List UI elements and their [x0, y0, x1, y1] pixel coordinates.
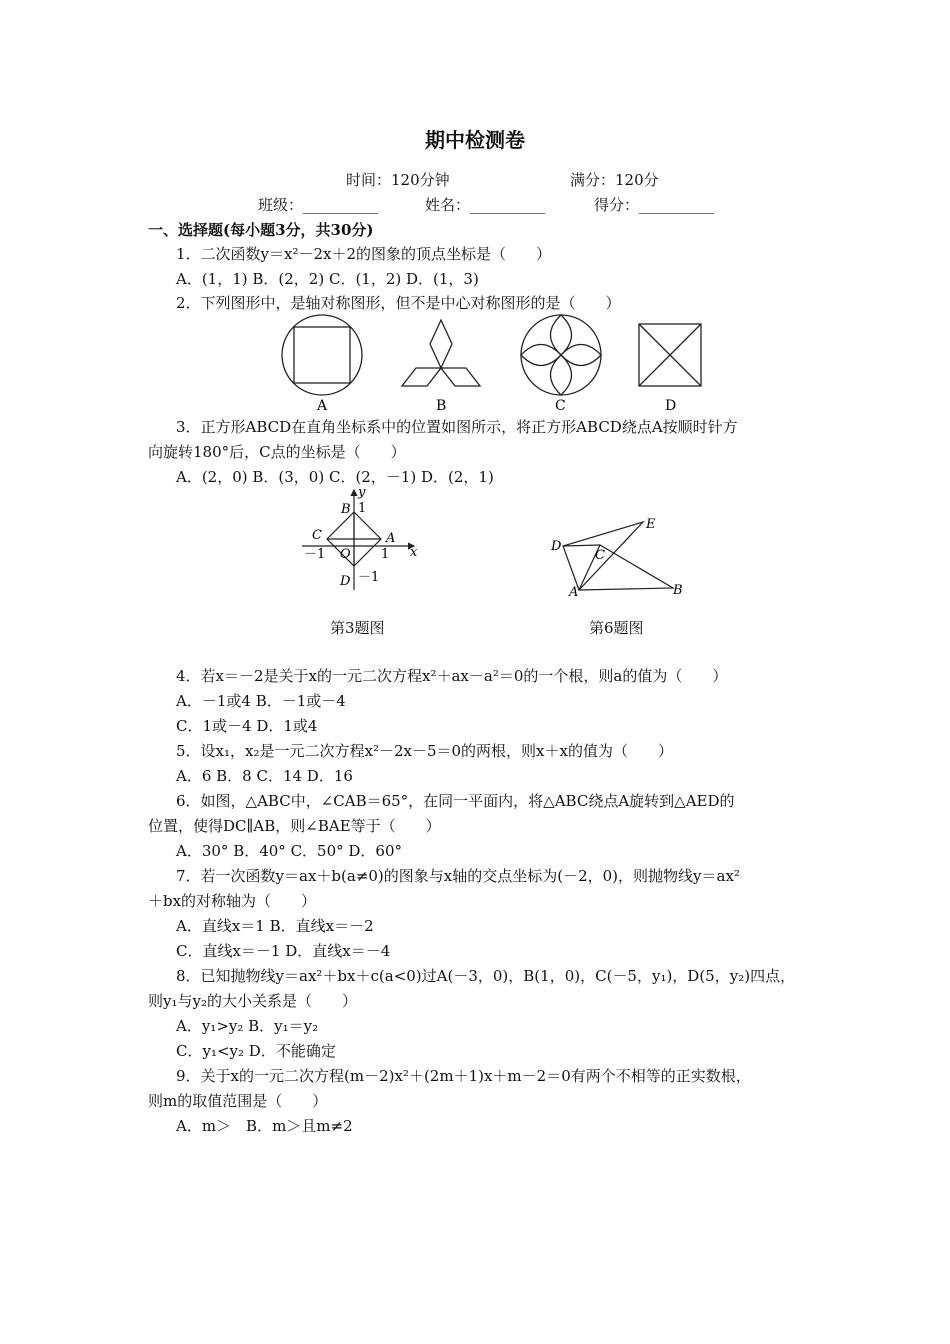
page-title: 期中检测卷 [425, 128, 525, 152]
fig3-y-label: y [358, 485, 366, 500]
fig3-point-a: A [386, 531, 396, 546]
q5-stem: 5．设x₁，x₂是一元二次方程x²－2x－5＝0的两根，则x＋x的值为（ ） [176, 742, 673, 760]
section-heading: 一、选择题(每小题3分，共30分) [148, 221, 374, 239]
figure-a-circle-square [282, 315, 362, 395]
q8-options-1: A．y₁>y₂ B．y₁＝y₂ [176, 1017, 319, 1035]
q6-stem-line2: 位置，使得DC∥AB，则∠BAE等于（ ） [148, 817, 441, 835]
q2-label-d: D [665, 398, 677, 414]
q7-options-1: A．直线x＝1 B．直线x＝－2 [176, 917, 374, 935]
fig6-rotated-triangles [543, 512, 693, 602]
q4-options-2: C．1或－4 D．1或4 [176, 717, 318, 735]
fig6-point-c: C [595, 548, 605, 563]
fig3-tick-1-right: 1 [381, 547, 390, 562]
q7-stem-line1: 7．若一次函数y＝ax＋b(a≠0)的图象与x轴的交点坐标为(－2，0)，则抛物线y＝ax² [176, 867, 740, 885]
figure-c-circle-petals [521, 315, 601, 395]
q2-stem: 2．下列图形中，是轴对称图形，但不是中心对称图形的是（ ） [176, 294, 621, 312]
q2-label-c: C [555, 398, 566, 414]
q8-stem-line2: 则y₁与y₂的大小关系是（ ） [148, 992, 357, 1010]
fig3-coordinate-square [296, 484, 426, 594]
fig3-tick-1-top: 1 [358, 501, 367, 516]
fig6-point-a: A [569, 585, 579, 600]
figure-b-three-rhombi [402, 320, 480, 386]
q7-options-2: C．直线x＝－1 D．直线x＝－4 [176, 942, 391, 960]
q8-stem-line1: 8．已知抛物线y＝ax²＋bx＋c(a<0)过A(－3，0)，B(1，0)，C(－5，y₁)，D(5，y₂)四点， [176, 967, 796, 985]
time-info: 时间：120分钟 [346, 171, 450, 189]
q7-stem-line2: ＋bx的对称轴为（ ） [148, 892, 317, 910]
fig3-tick-neg1-left: －1 [304, 547, 326, 562]
fig3-point-b: B [341, 502, 351, 517]
q9-stem-line1: 9．关于x的一元二次方程(m－2)x²＋(2m＋1)x＋m－2＝0有两个不相等的正实数根， [176, 1067, 751, 1085]
q1-stem: 1．二次函数y＝x²－2x＋2的图象的顶点坐标是（ ） [176, 245, 552, 263]
fig3-caption: 第3题图 [330, 619, 385, 637]
q9-options: A．m＞ B．m＞且m≠2 [176, 1117, 353, 1135]
score-info: 满分：120分 [570, 171, 659, 189]
q4-options-1: A．－1或4 B．－1或－4 [176, 692, 346, 710]
q8-options-2: C．y₁<y₂ D．不能确定 [176, 1042, 336, 1060]
q6-stem-line1: 6．如图，△ABC中，∠CAB＝65°，在同一平面内，将△ABC绕点A旋转到△AED的 [176, 792, 735, 810]
fig6-point-d: D [551, 539, 562, 554]
fig6-point-b: B [673, 583, 683, 598]
q3-stem-line2: 向旋转180°后，C点的坐标是（ ） [148, 443, 406, 461]
fig3-point-c: C [312, 528, 322, 543]
mark-field: 得分：__________ [594, 196, 715, 214]
name-field: 姓名：__________ [425, 196, 546, 214]
q3-stem-line1: 3．正方形ABCD在直角坐标系中的位置如图所示，将正方形ABCD绕点A按顺时针方 [176, 418, 738, 436]
q6-options: A．30° B．40° C．50° D．60° [176, 842, 403, 860]
q2-label-b: B [436, 398, 447, 414]
fig6-point-e: E [646, 517, 656, 532]
figure-d-square-diagonals [639, 324, 701, 386]
fig3-origin: O [340, 547, 351, 562]
q4-stem: 4．若x＝－2是关于x的一元二次方程x²＋ax－a²＝0的一个根，则a的值为（ ） [176, 667, 728, 685]
fig3-point-d: D [340, 574, 351, 589]
q2-label-a: A [317, 398, 328, 414]
q2-figures [270, 312, 720, 416]
q5-options: A．6 B．8 C．14 D．16 [176, 767, 353, 785]
q1-options: A．(1，1) B．(2，2) C．(1，2) D．(1，3) [176, 270, 479, 288]
fig3-tick-neg1-bottom: －1 [358, 570, 380, 585]
fig3-x-label: x [410, 545, 418, 560]
class-field: 班级：__________ [258, 196, 379, 214]
q3-options: A．(2，0) B．(3，0) C．(2，－1) D．(2，1) [176, 468, 494, 486]
fig6-caption: 第6题图 [589, 619, 644, 637]
q9-stem-line2: 则m的取值范围是（ ） [148, 1092, 328, 1110]
